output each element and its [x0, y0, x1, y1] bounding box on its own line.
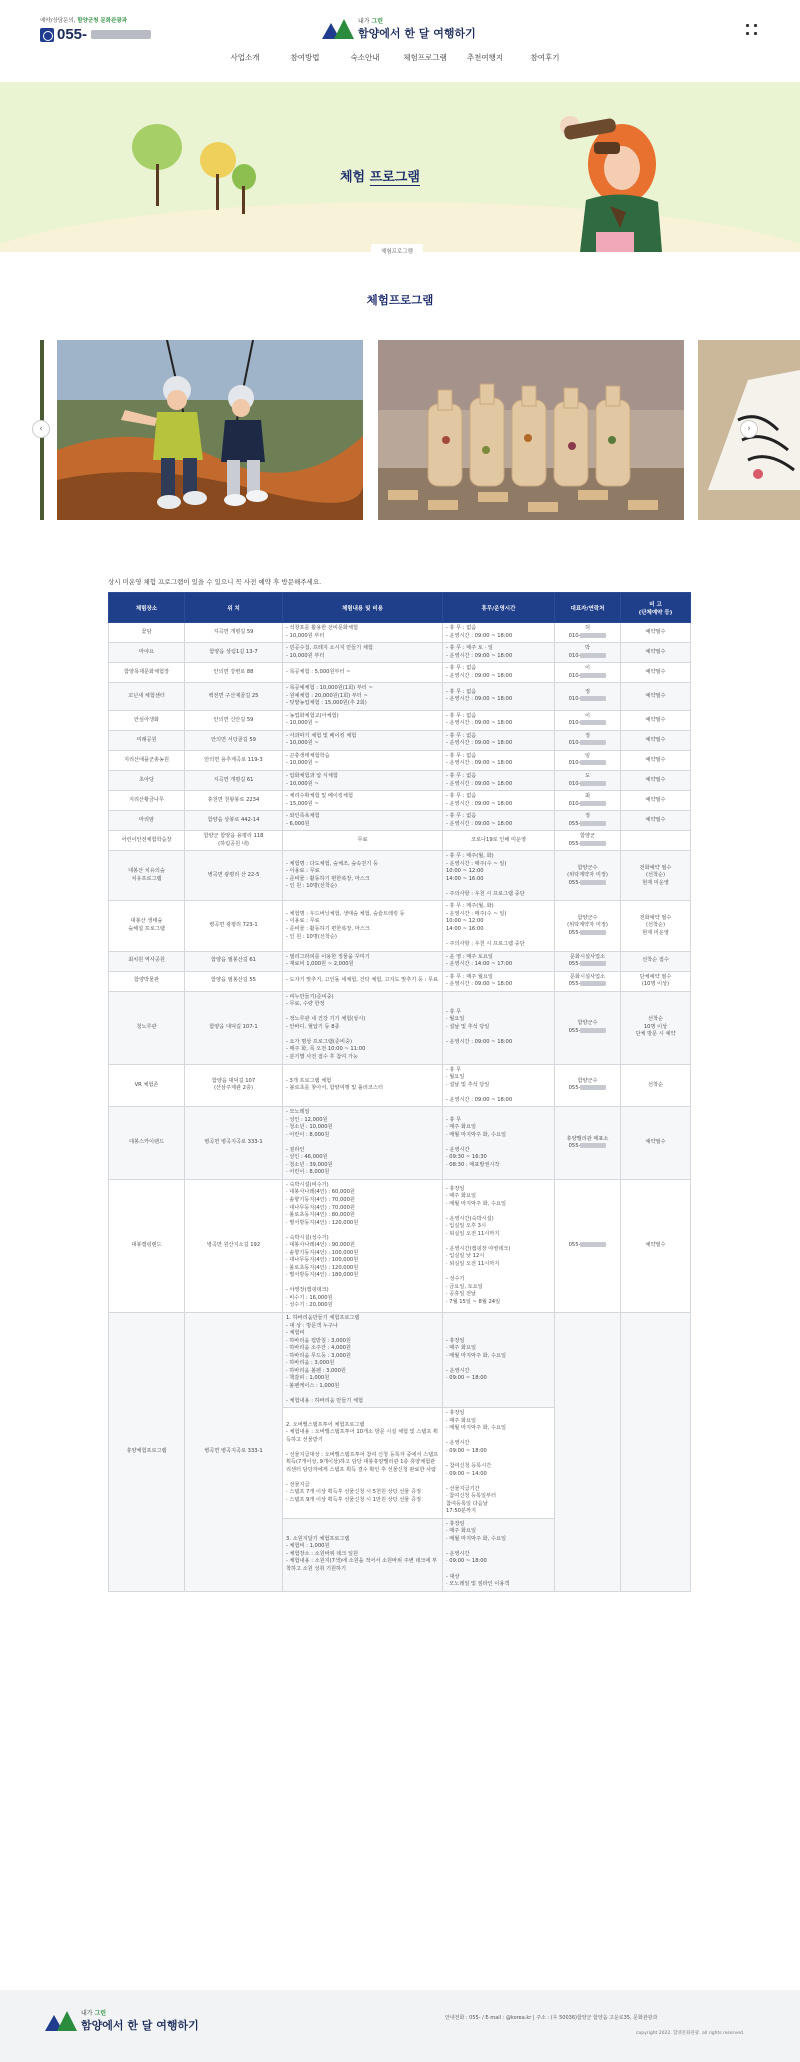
redacted-phone — [580, 880, 606, 885]
table-cell: 안심아생화 — [109, 710, 185, 730]
table-row — [109, 1312, 691, 1407]
photo-carousel — [0, 340, 800, 520]
table-cell: 함양군수 (위탁계약자 미정) 055- — [555, 901, 621, 951]
table-cell: 안의면 서당골길 59 — [185, 730, 283, 750]
table-cell: 어린이안전체험학습장 — [109, 831, 185, 851]
site-logo[interactable] — [322, 16, 476, 41]
table-row — [109, 791, 691, 811]
redacted-phone — [580, 841, 606, 846]
table-cell: 예약필수 — [621, 1179, 691, 1312]
table-cell: 예약필수 — [621, 791, 691, 811]
table-row — [109, 770, 691, 790]
redacted-phone — [580, 1085, 606, 1090]
table-row — [109, 851, 691, 901]
main-navigation — [215, 52, 575, 63]
table-cell: 대봉산 생태숲 숲해설 프로그램 — [109, 901, 185, 951]
table-row — [109, 1107, 691, 1180]
table-row — [109, 901, 691, 951]
nav-item-3[interactable]: 숙소안내 — [350, 53, 380, 62]
table-cell: 055- — [555, 1179, 621, 1312]
table-cell: - 휴 무 : 없음 - 운영시간 : 09:00 ~ 18:00 — [443, 683, 555, 711]
girl-with-binoculars-illustration — [540, 106, 670, 252]
table-cell: - 사과따기 체험 및 베이킹 체험 - 10,000원 ~ — [283, 730, 443, 750]
redacted-phone — [580, 981, 606, 986]
table-cell: - 휴 무 : 없음 - 운영시간 : 09:00 ~ 18:00 — [443, 663, 555, 683]
table-cell: 대봉산 치유의숲 치유프로그램 — [109, 851, 185, 901]
table-cell: - 휴 무 · 매주 화요일 · 매월 마지막주 화, 수요일 - 운영시간 · 09:30 ~ 16:30 · 08:30 : 매표발권시작 — [443, 1107, 555, 1180]
table-cell: 함양읍 대덕길 107 (산삼주제관 2층) — [185, 1064, 283, 1107]
table-row — [109, 1179, 691, 1312]
redacted-phone — [580, 720, 606, 725]
table-cell: 무료 — [283, 831, 443, 851]
table-cell: - 휴 무 : 없음 - 운영시간 : 09:00 ~ 18:00 — [443, 750, 555, 770]
table-cell: 병곡면 광평리 산 22-5 — [185, 851, 283, 901]
table-row — [109, 623, 691, 643]
table-cell: 마리암 — [109, 811, 185, 831]
table-cell: - 체험명 : 다도체험, 숲체조, 숲속걷기 등 - 이용료 : 무료 - 준비물 : 활동하기 편한복장, 마스크 - 인 원 : 10명(선착순) — [283, 851, 443, 901]
table-cell: - 휴 무 : 없음 - 운영시간 : 09:00 ~ 18:00 — [443, 791, 555, 811]
hotline-number-redacted — [91, 30, 151, 39]
table-cell: - 3개 프로그램 체험 - 불로초를 찾아서, 함양여행 및 롤러코스터 — [283, 1064, 443, 1107]
table-cell: 마야요 — [109, 643, 185, 663]
table-cell: 도 010- — [555, 770, 621, 790]
table-cell: 대봉스카이랜드 — [109, 1107, 185, 1180]
site-footer — [0, 1990, 800, 2062]
table-cell: 이 010- — [555, 663, 621, 683]
redacted-phone — [580, 673, 606, 678]
nav-item-5[interactable]: 추천여행지 — [466, 53, 504, 62]
table-cell: 정 010- — [555, 730, 621, 750]
table-cell: - 휴 무 : 매주(월, 화) - 운영시간 : 매주(수 ~ 일) 10:00 ~ 12:00 14:00 ~ 16:00 - 주의사항 : 우천 시 프로그램 중단 — [443, 901, 555, 951]
hotline-label-prefix: 예약/상담문의, — [40, 18, 76, 24]
table-cell: 문화시설사업소 055- — [555, 971, 621, 991]
column-header-4: 휴무/운영시간 — [443, 593, 555, 623]
zipline-photo[interactable] — [57, 340, 363, 520]
table-cell: 병곡면 원산지소길 192 — [185, 1179, 283, 1312]
carousel-next-button[interactable]: › — [740, 420, 758, 438]
reservation-notice: 상시 미운영 체험 프로그램이 있을 수 있으니 꼭 사전 예약 후 방문해주세요. — [108, 578, 322, 586]
table-cell: VR 체험존 — [109, 1064, 185, 1107]
table-cell: 전화예약 필수 (선착순) 현재 미운영 — [621, 901, 691, 951]
table-cell: 지곡면 개평길 61 — [185, 770, 283, 790]
table-cell: 휴천면 천왕봉로 2234 — [185, 791, 283, 811]
table-cell: - 곤충생태체험학습 - 10,000원 ~ — [283, 750, 443, 770]
table-cell: - 비누만들기(준비중) - 무료, 수량 한정 - 정노루관 내 건강 기기 체험(상시) - 안바디, 혈압기 등 8종 - 요가 명상 프로그램(준비중) - 매주 화, 목 오전 10:00 ~ 11:00 - 분기별 사전 접수 후 참여 가능 — [283, 991, 443, 1064]
table-cell: - 압화체험과 압 식체험 - 10,000원 ~ — [283, 770, 443, 790]
column-header-2: 위 치 — [185, 593, 283, 623]
hero-title: 체험 프로그램 — [340, 170, 420, 185]
table-cell: 예약필수 — [621, 683, 691, 711]
table-cell: 함양군수 (위탁계약자 미정) 055- — [555, 851, 621, 901]
table-row — [109, 730, 691, 750]
footer-logo-tagline: 내가 그린 — [81, 2010, 107, 2017]
table-cell: - 모노레일 · 성인 : 12,000원 · 청소년 : 10,000원 · 어린이 : 8,000원 - 짚라인 · 성인 : 46,000원 · 청소년 : 39,000원 · 어린이 : 8,000원 — [283, 1107, 443, 1180]
menu-grid-icon[interactable] — [746, 24, 758, 36]
table-cell: 예약필수 — [621, 750, 691, 770]
table-cell: 예약필수 — [621, 811, 691, 831]
table-cell: - 운 영 : 매주 토요일 - 운영시간 : 14:00 ~ 17:00 — [443, 951, 555, 971]
table-cell: 2. 오버밸스탬프투어 체험프로그램 - 체험내용 : 오버밸스탬프투어 10개소 방문 시설 체험 및 스탬프 획득하고 선물받기 - 선물지급대상 : 오버밸스탬프투어 참여 신청 등록자 중에서 스탬프 획득(7개이상, 9개이상)하고 담당 대봉휴양밸리관 1층 휴양체험관리센터 담당자에게 스탬프 획득 결수 확인 후 선물신청 완료한 사람 - 선물지급 · 스탬프 7개 이상 획득후 선물신청 시 5천원 상당 선물 증정 · 스탬프 9개 이상 획득후 선물신청 시 1만원 상당 선물 증정 — [283, 1408, 443, 1518]
hotline-label-accent: 함양군청 문화관광과 — [77, 18, 127, 24]
table-row — [109, 710, 691, 730]
logo-title: 함양에서 한 달 여행하기 — [358, 27, 476, 40]
table-cell: 백전면 구산제골길 25 — [185, 683, 283, 711]
table-cell: 안의면 신안길 59 — [185, 710, 283, 730]
table-cell: 지리산애플군총농원 — [109, 750, 185, 770]
table-cell: - 휴 무 : 매주 월요일 - 운영시간 : 09:00 ~ 18:00 — [443, 971, 555, 991]
table-row — [109, 951, 691, 971]
table-cell: - 휴 무 : 매주(월, 화) - 운영시간 : 매주(수 ~ 일) 10:00 ~ 12:00 14:00 ~ 16:00 - 주의사항 : 우천 시 프로그램 중단 — [443, 851, 555, 901]
table-cell: 선착순 10명 이상 단체 방문 시 예약 — [621, 991, 691, 1064]
table-cell: 허 010- — [555, 623, 621, 643]
site-header — [0, 0, 800, 82]
table-cell: - 휴장일 · 매주 화요일 · 매월 마지막주 화, 수요일 - 운영시간 · 09:00 ~ 18:00 - 참여신청 등록시간 · 09:00 ~ 14:00 - 선물지급기간 · 참여신청 등록일부터 참여등록일 다음날 17:50분까지 — [443, 1408, 555, 1518]
table-cell: 정 055- — [555, 811, 621, 831]
table-cell: 1. 하바리움만들기 체험프로그램 - 대 상 : 방문객 누구나 - 체험비 · 하바리움 컵받침 : 3,000원 · 하바리움 소주잔 : 4,000원 · 하바리움 무드등 : 3,000원 · 하바리움 : 3,000원 · 하바리움 볼펜 : 3,000원 · 책갈피 : 1,000원 · 볼펜케이스 : 1,000원 - 체험내용 : 하바리움 만들기 체험 — [283, 1312, 443, 1407]
hotline[interactable] — [40, 26, 151, 43]
table-cell: 병곡면 병곡지곡로 333-1 — [185, 1312, 283, 1591]
table-cell: 예약필수 — [621, 623, 691, 643]
table-cell: 함양읍 상림1길 13-7 — [185, 643, 283, 663]
redacted-phone — [580, 1143, 606, 1148]
table-row — [109, 643, 691, 663]
table-cell: 대봉캠핑랜드 — [109, 1179, 185, 1312]
table-cell: - 석창포를 활용한 선비문화체험 - 10,000원 부터 — [283, 623, 443, 643]
table-cell: - 휴장일 · 매주 화요일 · 매월 마지막주 화, 수요일 - 운영시간 · 09:00 ~ 18:00 — [443, 1312, 555, 1407]
table-cell: 이 010- — [555, 710, 621, 730]
table-cell: 지곡면 개평길 59 — [185, 623, 283, 643]
redacted-phone — [580, 653, 606, 658]
table-cell: 꼬닌새 체험센터 — [109, 683, 185, 711]
nav-item-1[interactable]: 사업소개 — [230, 53, 260, 62]
table-cell: 최치원 역사공원 — [109, 951, 185, 971]
table-cell: - 휴 무 : 없음 - 운영시간 : 09:00 ~ 18:00 — [443, 710, 555, 730]
table-cell — [555, 1312, 621, 1591]
table-cell: - 휴 무 : 없음 - 운영시간 : 09:00 ~ 18:00 — [443, 730, 555, 750]
table-cell: 함양박물관 — [109, 971, 185, 991]
nav-item-2[interactable]: 참여방법 — [290, 53, 320, 62]
table-cell: 함양읍 필봉산길 55 — [185, 971, 283, 991]
table-cell: 함양목재문화체험장 — [109, 663, 185, 683]
phone-icon — [40, 28, 54, 42]
table-cell: 전화예약 필수 (선착순) 현재 미운영 — [621, 851, 691, 901]
table-cell: - 휴 무 : 매주 토 · 일 - 운영시간 : 09:00 ~ 18:00 — [443, 643, 555, 663]
table-row — [109, 683, 691, 711]
table-cell: 함양군 함양읍 용평리 118 (하림공원 내) — [185, 831, 283, 851]
table-cell: 임 010- — [555, 750, 621, 770]
table-cell: 예약필수 — [621, 643, 691, 663]
carousel-prev-button[interactable]: ‹ — [32, 420, 50, 438]
redacted-phone — [580, 696, 606, 701]
column-header-5: 대표자/연락처 — [555, 593, 621, 623]
table-cell: - 숙박시설(비수기) · 대봉사나레(4인) : 60,000원 · 솔향기동지(4인) : 70,000원 · 대나무동지(4인) : 70,000원 · 볼로초동지(4인) : 80,000원 · 별서방동지(4인) : 120,000원 - 숙박시설(성수기) · 대봉사나레(4인) : 90,000원 · 솔향기동지(4인) : 100,000원 · 대나무동지(4인) : 100,000원 · 볼로초동지(4인) : 120,000원 · 별서방동지(4인) : 180,000원 - 야영장(캠핑데크) · 비수기 : 16,000원 · 성수기 : 20,000원 — [283, 1179, 443, 1312]
table-cell: 초아당 — [109, 770, 185, 790]
table-cell: 예약필수 — [621, 1107, 691, 1180]
table-cell: 예약필수 — [621, 710, 691, 730]
table-cell: 병곡면 광평리 723-1 — [185, 901, 283, 951]
table-cell: 지리산황금나무 — [109, 791, 185, 811]
hotline-label — [40, 16, 127, 24]
table-row — [109, 991, 691, 1064]
table-cell: - 휴 무 : 없음 - 운영시간 : 09:00 ~ 18:00 — [443, 770, 555, 790]
footer-logo[interactable] — [45, 2008, 199, 2033]
footer-contact-info: 안내전화 : 055- / E-mail : @korea.kr | 주소 : (우 50036)함양군 함양읍 고운로35, 문화관광과 — [445, 2015, 658, 2021]
redacted-phone — [580, 781, 606, 786]
table-cell: - 체리수확체험 및 베이킹체험 - 15,000원 ~ — [283, 791, 443, 811]
table-cell: 휴양밸리관 매표소 055- — [555, 1107, 621, 1180]
table-cell: - 휴 무 · 월요일 · 설날 및 추석 당일 - 운영시간 : 09:00 ~ 18:00 — [443, 1064, 555, 1107]
table-cell: - 목공예체험 : 10,000원(1회) 부터 ~ - 원예체험 : 20,000원(1회) 부터 ~ - 텃밭농업체험 : 15,000원(추 2회) — [283, 683, 443, 711]
table-cell: 안의면 용추계곡로 119-3 — [185, 750, 283, 770]
table-cell: 청노루관 — [109, 991, 185, 1064]
redacted-phone — [580, 801, 606, 806]
table-cell: - 도자기 맞추기, 고인돌 세체험, 건탁 체험, 고지도 맞추기 등 : 무료 — [283, 971, 443, 991]
table-cell: - 민공수첩, 프레지 소시지 만들기 체험 - 10,000원 부터 — [283, 643, 443, 663]
table-cell: - 와인족욕체험 - 6,000원 — [283, 811, 443, 831]
redacted-phone — [580, 821, 606, 826]
page-title: 체험프로그램 — [366, 293, 434, 307]
footer-logo-title: 함양에서 한 달 여행하기 — [81, 2019, 199, 2032]
table-cell: 함양읍 필봉산길 61 — [185, 951, 283, 971]
table-row — [109, 831, 691, 851]
table-cell: - 필리그라피를 이용한 정물을 꾸미기 - 재료비 1,000원 ~ 2,000원 — [283, 951, 443, 971]
footer-copyright: copyright 2022. 함양문화관광. all rights reserved. — [636, 2031, 745, 2036]
redacted-phone — [580, 930, 606, 935]
redacted-phone — [580, 760, 606, 765]
table-row — [109, 1064, 691, 1107]
wooden-boards-photo[interactable] — [378, 340, 684, 520]
column-header-3: 체험내용 및 비용 — [283, 593, 443, 623]
table-cell: 예약필수 — [621, 770, 691, 790]
breadcrumb[interactable]: 체험프로그램 — [371, 244, 423, 260]
table-cell: - 휴 무 · 월요일 · 설날 및 추석 당일 - 운영시간 : 09:00 ~ 18:00 — [443, 991, 555, 1064]
table-cell: 함양군수 055- — [555, 991, 621, 1064]
table-cell: - 목공체험 : 5,000원부터 ~ — [283, 663, 443, 683]
table-cell: 코로나19로 인해 미운영 — [443, 831, 555, 851]
nav-item-6[interactable]: 참여후기 — [530, 53, 560, 62]
table-cell: 3. 소원지달기 체험프로그램 - 체험비 : 1,000원 - 체험장소 : 소원바위 데크 일원 - 체험내용 : 소원지(7색)에 소원을 적어서 소원바위 주변 데크에 부착하고 소원 성취 기원하기 — [283, 1518, 443, 1591]
redacted-phone — [580, 1242, 606, 1247]
footer-logo-mountain-icon — [45, 2011, 77, 2031]
table-cell: 함양군수 055- — [555, 1064, 621, 1107]
redacted-phone — [580, 961, 606, 966]
table-row — [109, 663, 691, 683]
table-cell: - 체험명 : 우드버닝체험, 생태숲 체험, 숲슬트레킹 등 - 이용료 : 무료 - 준비물 : 활동하기 편한복장, 마스크 - 인 원 : 10명(선착순) — [283, 901, 443, 951]
redacted-phone — [580, 633, 606, 638]
table-cell: 최 010- — [555, 791, 621, 811]
table-cell: 병곡면 병곡지곡로 333-1 — [185, 1107, 283, 1180]
table-cell: 예약필수 — [621, 730, 691, 750]
nav-item-4[interactable]: 체험프로그램 — [403, 53, 447, 62]
table-cell: 예약필수 — [621, 663, 691, 683]
table-cell: - 휴 무 : 없음 - 운영시간 : 09:00 ~ 18:00 — [443, 811, 555, 831]
table-cell: 함양군 055- — [555, 831, 621, 851]
table-cell: 휴양체험프로그램 — [109, 1312, 185, 1591]
table-cell: 안의면 강변로 88 — [185, 663, 283, 683]
table-cell: 단체예약 필수 (10명 이상) — [621, 971, 691, 991]
table-cell: - 휴장일 · 매주 화요일 · 매월 마지막주 화, 수요일 - 운영시간 · 09:00 ~ 18:00 - 대상 · 모노레일 및 짚라인 이용객 — [443, 1518, 555, 1591]
table-cell: - 농업화체험교(아체험) - 10,000원 ~ — [283, 710, 443, 730]
table-cell: 함양읍 상봉로 442-14 — [185, 811, 283, 831]
table-row — [109, 971, 691, 991]
table-cell: 선착순 — [621, 1064, 691, 1107]
table-cell: 정 010- — [555, 683, 621, 711]
column-header-1: 체험장소 — [109, 593, 185, 623]
logo-tagline: 내가 그린 — [358, 18, 384, 25]
table-cell: 함양읍 대덕길 107-1 — [185, 991, 283, 1064]
redacted-phone — [580, 740, 606, 745]
table-cell: 꽃담 — [109, 623, 185, 643]
table-cell: 문화시설사업소 055- — [555, 951, 621, 971]
hero-banner — [0, 82, 800, 252]
table-cell — [621, 1312, 691, 1591]
hotline-number: 055- — [57, 26, 88, 43]
table-row — [109, 750, 691, 770]
table-cell: - 휴장일 · 매주 화요일 · 매월 마지막주 화, 수요일 - 운영시간(숙박시설) · 입실일 오후 3시 · 퇴실일 오전 11시까지 - 운영시간(캠핑장 야영데크) · 입실일 낮 12시 · 퇴실일 오전 11시까지 - 성수기 · 금요일, 토요일 · 공휴일 전날 · 7월 15일 ~ 8월 24일 — [443, 1179, 555, 1312]
program-table — [108, 592, 691, 1592]
table-cell: 박 010- — [555, 643, 621, 663]
logo-mountain-icon — [322, 19, 354, 39]
table-cell: - 휴 무 : 없음 - 운영시간 : 09:00 ~ 18:00 — [443, 623, 555, 643]
table-cell: 선착순 접수 — [621, 951, 691, 971]
redacted-phone — [580, 1028, 606, 1033]
table-cell: 미래공원 — [109, 730, 185, 750]
table-header-row — [109, 593, 691, 623]
table-row — [109, 811, 691, 831]
table-cell — [621, 831, 691, 851]
column-header-6: 비 고 (단체예약 등) — [621, 593, 691, 623]
